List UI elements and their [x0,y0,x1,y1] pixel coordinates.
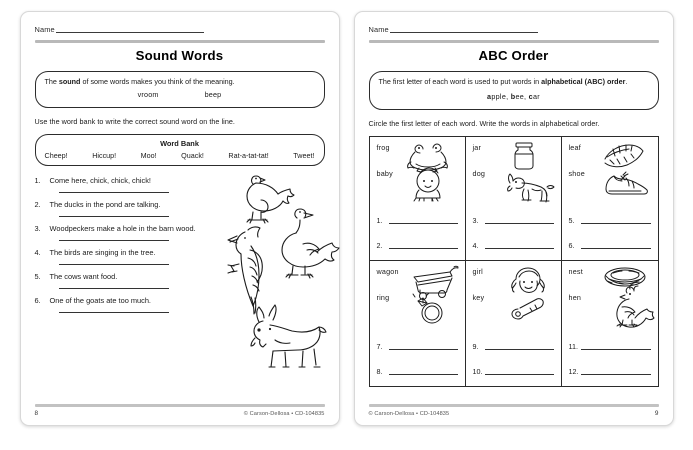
abc-word[interactable]: leaf [568,142,581,152]
blank-number: 5. [568,216,575,226]
copyright-text: © Carson-Dellosa • CD-104835 [243,410,325,417]
answer-write-line[interactable] [59,191,169,193]
word-bank-word: Quack! [181,150,204,160]
farm-animals-illustration [215,172,337,372]
example-lead-text [379,77,649,87]
list-item [35,248,213,265]
example-lead-text [45,77,315,87]
abc-word[interactable]: nest [568,267,583,277]
abc-write-line[interactable] [581,222,651,224]
abc-cell [562,137,658,262]
abc-blank-lines [377,200,458,250]
abc-blank-row [569,216,651,225]
abc-cell [370,261,466,386]
duck-icon [282,209,339,278]
sentence-text: The birds are singing in the tree. [49,247,156,257]
example-word-beep: beep [204,90,222,100]
word-bank-word: Rat-a-tat-tat! [228,150,269,160]
right-worksheet-page [354,11,674,426]
word-bank-word: Tweet! [293,150,315,160]
abc-write-line[interactable] [485,222,554,224]
name-write-line[interactable] [56,31,204,33]
abc-order-example-box [369,71,659,110]
sample-rest: ee, [515,92,527,102]
abc-write-line[interactable] [389,247,458,249]
sample-rest: ar [532,92,540,102]
abc-blank-row [473,367,554,376]
sentence-number: 5. [34,271,41,281]
abc-sample-words [379,92,649,102]
word-bank-word: Hiccup! [92,150,117,160]
word-bank-title: Word Bank [160,138,199,148]
abc-blank-row [377,216,458,225]
sentence-number: 4. [34,247,41,257]
footer-row [35,410,325,417]
abc-word[interactable]: jar [472,142,482,152]
word-bank-word: Cheep! [44,150,68,160]
word-bank-box [35,134,325,166]
hen-icon [616,284,653,327]
abc-blank-lines [473,200,554,250]
abc-write-line[interactable] [389,348,458,350]
list-item [35,272,213,289]
abc-blank-row [473,342,554,351]
page-number: 8 [34,410,39,417]
sentence-number: 2. [34,199,41,209]
abc-blank-lines [569,200,651,250]
abc-blank-row [473,241,554,250]
left-worksheet-page [20,11,340,426]
abc-blank-row [569,342,651,351]
answer-write-line[interactable] [59,287,169,289]
answer-write-line[interactable] [59,239,169,241]
title-divider-rule [369,40,659,43]
abc-blank-row [473,216,554,225]
page-number: 9 [654,410,659,417]
name-field-row [369,25,659,34]
sentence-number: 6. [34,295,41,305]
abc-blank-row [377,342,458,351]
chick-icon [247,176,294,223]
abc-blank-lines [569,326,651,376]
example-lead-after: of some words makes you think of the meaning. [80,77,235,86]
blank-number: 9. [472,341,479,351]
list-item [35,200,213,217]
right-page-footer [369,404,659,417]
footer-divider-rule [35,404,325,407]
list-item [35,296,213,313]
page-title: ABC Order [478,48,549,63]
sample-initial: b [510,92,516,102]
example-lead-after: . [625,77,628,86]
list-item [35,224,213,241]
abc-blank-lines [473,326,554,376]
abc-write-line[interactable] [389,373,458,375]
title-divider-rule [35,40,325,43]
left-instruction-text: Use the word bank to write the correct sound word on the line. [34,116,235,126]
word-bank-word-list [44,151,316,160]
abc-blank-row [569,367,651,376]
blank-number: 6. [568,241,575,251]
name-field-row [35,25,325,34]
left-page-footer [35,404,325,417]
footer-row [369,410,659,417]
answer-write-line[interactable] [59,215,169,217]
goat-icon [251,305,326,367]
abc-word[interactable]: girl [472,267,483,277]
copyright-text: © Carson-Dellosa • CD-104835 [368,410,450,417]
name-write-line[interactable] [390,31,538,33]
example-lead-before: The [44,77,59,86]
abc-write-line[interactable] [581,348,651,350]
sentence-text: The cows want food. [49,271,118,281]
blank-number: 4. [472,241,479,251]
abc-cell [562,261,658,386]
abc-word[interactable]: hen [568,293,582,303]
abc-blank-row [377,367,458,376]
woodpecker-icon [228,227,262,314]
sentence-number: 3. [34,223,41,233]
blank-number: 12. [568,366,579,376]
blank-number: 11. [568,341,578,351]
sentence-number: 1. [34,175,41,185]
abc-word[interactable]: key [472,293,485,303]
abc-word[interactable]: frog [376,142,390,152]
sentence-text: One of the goats ate too much. [49,295,151,305]
sample-initial: c [528,92,533,102]
blank-number: 2. [376,241,383,251]
abc-word[interactable]: wagon [376,267,399,277]
abc-cell [466,137,562,262]
name-label: Name [368,25,389,34]
abc-write-line[interactable] [389,222,458,224]
answer-write-line[interactable] [59,263,169,265]
sentence-text: The ducks in the pond are talking. [49,199,161,209]
abc-word[interactable]: shoe [568,168,585,178]
sound-words-example-box [35,71,325,108]
abc-cell [370,137,466,262]
example-lead-before: The first letter of each word is used to put words in [378,77,542,86]
page-title: Sound Words [135,48,224,63]
answer-write-line[interactable] [59,311,169,313]
abc-cell [466,261,562,386]
name-label: Name [34,25,55,34]
example-lead-bold: sound [58,77,81,86]
abc-word[interactable]: baby [376,168,393,178]
example-lead-bold: alphabetical (ABC) order [541,77,626,86]
example-word-row [45,90,315,100]
word-bank-word: Moo! [140,150,157,160]
blank-number: 1. [376,216,383,226]
abc-write-line[interactable] [485,373,554,375]
abc-blank-row [377,241,458,250]
sentence-text: Come here, chick, chick, chick! [49,175,151,185]
sample-initial: a [487,92,492,102]
blank-number: 10. [472,366,483,376]
sample-rest: pple, [491,92,509,102]
footer-divider-rule [369,404,659,407]
abc-word[interactable]: dog [472,168,486,178]
list-item [35,176,213,193]
blank-number: 8. [376,366,383,376]
abc-word[interactable]: ring [376,293,390,303]
abc-write-line[interactable] [581,373,651,375]
sentence-text: Woodpeckers make a hole in the barn wood. [49,223,196,233]
blank-number: 3. [472,216,479,226]
sentence-list [35,176,213,313]
example-word-vroom: vroom [137,90,159,100]
abc-order-grid [369,136,659,387]
abc-write-line[interactable] [485,348,554,350]
right-instruction-text: Circle the first letter of each word. Write the words in alphabetical order. [368,118,600,128]
dog-icon [507,174,553,202]
blank-number: 7. [376,341,383,351]
abc-write-line[interactable] [485,247,554,249]
abc-blank-lines [377,326,458,376]
abc-write-line[interactable] [581,247,651,249]
abc-blank-row [569,241,651,250]
